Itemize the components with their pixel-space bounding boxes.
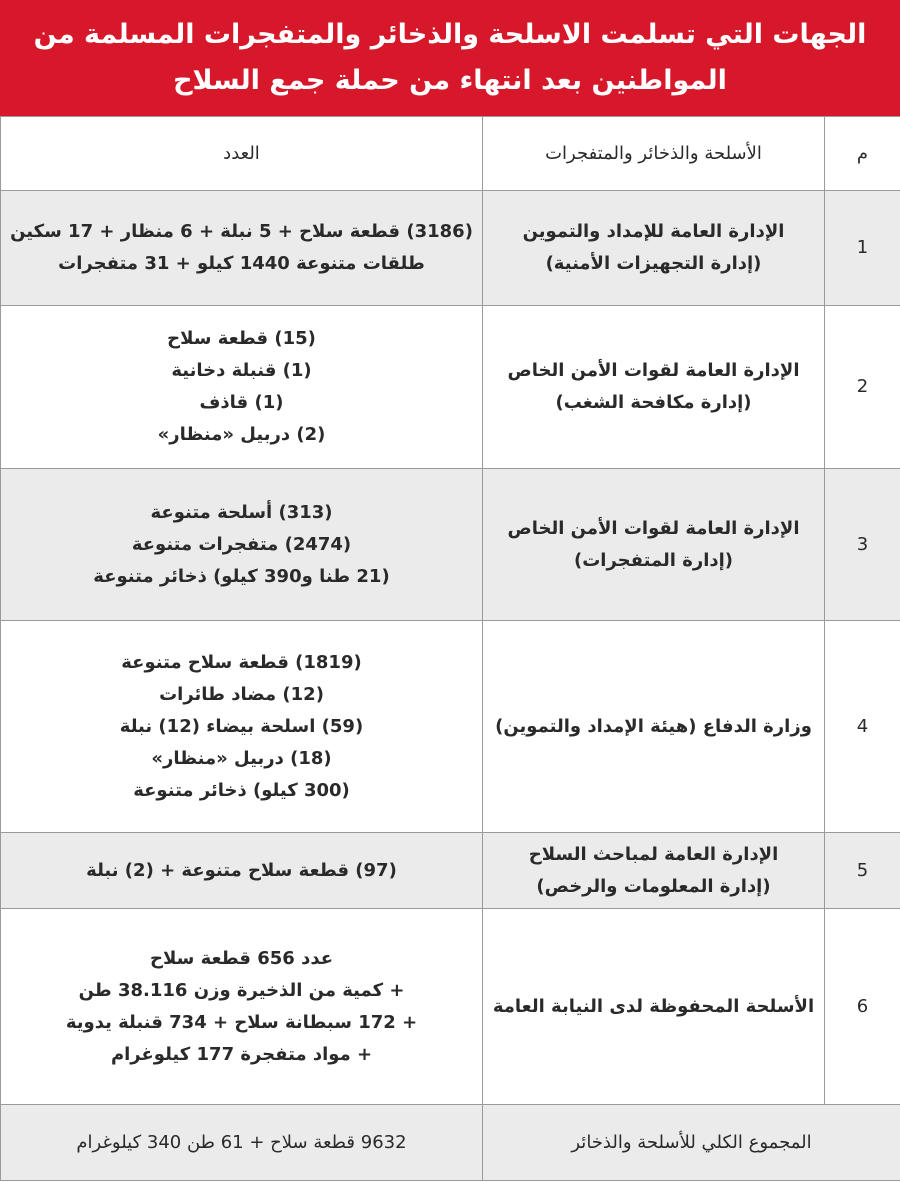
row-entity xyxy=(483,306,825,469)
row-entity xyxy=(483,191,825,306)
page-header xyxy=(0,0,900,116)
header-entity: الأسلحة والذخائر والمتفجرات xyxy=(483,117,825,191)
count-line: + كمية من الذخيرة وزن 38.116 طن xyxy=(78,979,405,1001)
row-count xyxy=(1,909,483,1105)
count-line: + مواد متفجرة 177 كيلوغرام xyxy=(110,1043,373,1065)
entity-line: الأسلحة المحفوظة لدى النيابة العامة xyxy=(492,995,815,1017)
table-row xyxy=(1,306,900,469)
count-line: (59) اسلحة بيضاء (12) نبلة xyxy=(119,715,364,737)
row-number: 4 xyxy=(825,621,900,833)
count-line: (1819) قطعة سلاح متنوعة xyxy=(121,651,362,673)
row-count xyxy=(1,306,483,469)
count-line: (1) قاذف xyxy=(199,392,284,413)
table-row xyxy=(1,833,900,909)
row-entity xyxy=(483,909,825,1105)
count-line: (300 كيلو) ذخائر متنوعة xyxy=(133,779,350,801)
header-count: العدد xyxy=(1,117,483,191)
entity-line: (إدارة المتفجرات) xyxy=(573,549,733,571)
count-line: (2) دربيل «منظار» xyxy=(157,424,326,445)
row-entity xyxy=(483,469,825,621)
entity-line: الإدارة العامة للإمداد والتموين xyxy=(522,221,785,242)
count-line: (2474) متفجرات متنوعة xyxy=(131,533,352,555)
row-number: 3 xyxy=(825,469,900,621)
count-line: عدد 656 قطعة سلاح xyxy=(149,947,334,969)
row-number: 6 xyxy=(825,909,900,1105)
row-count xyxy=(1,833,483,909)
count-line: (3186) قطعة سلاح + 5 نبلة + 6 منظار + 17 سكين xyxy=(10,221,473,242)
row-count xyxy=(1,621,483,833)
row-number: 1 xyxy=(825,191,900,306)
count-line: (97) قطعة سلاح متنوعة + (2) نبلة xyxy=(86,859,397,881)
entity-line: (إدارة المعلومات والرخص) xyxy=(536,875,771,897)
table-row xyxy=(1,909,900,1105)
table-row xyxy=(1,621,900,833)
count-line: (21 طنا و390 كيلو) ذخائر متنوعة xyxy=(93,565,390,587)
table-row xyxy=(1,469,900,621)
count-line: (18) دربيل «منظار» xyxy=(151,747,332,769)
page-title-line-1: الجهات التي تسلمت الاسلحة والذخائر والمتفجرات المسلمة من xyxy=(33,19,867,50)
weapons-table xyxy=(0,116,900,1181)
row-count xyxy=(1,469,483,621)
row-number: 5 xyxy=(825,833,900,909)
count-line: (1) قنبلة دخانية xyxy=(171,360,312,381)
count-line: طلقات متنوعة 1440 كيلو + 31 متفجرات xyxy=(58,253,425,274)
row-number: 2 xyxy=(825,306,900,469)
table-row xyxy=(1,191,900,306)
table-header-row xyxy=(1,117,900,191)
entity-line: الإدارة العامة لقوات الأمن الخاص xyxy=(507,360,800,381)
total-label: المجموع الكلي للأسلحة والذخائر xyxy=(483,1105,900,1181)
total-value: 9632 قطعة سلاح + 61 طن 340 كيلوغرام xyxy=(1,1105,483,1181)
entity-line: (إدارة التجهيزات الأمنية) xyxy=(545,253,762,274)
entity-line: الإدارة العامة لقوات الأمن الخاص xyxy=(507,517,800,539)
row-entity xyxy=(483,833,825,909)
header-m: م xyxy=(825,117,900,191)
count-line: (12) مضاد طائرات xyxy=(159,683,324,705)
entity-line: الإدارة العامة لمباحث السلاح xyxy=(528,843,779,865)
row-entity xyxy=(483,621,825,833)
total-row xyxy=(1,1105,900,1181)
row-count xyxy=(1,191,483,306)
page-title-line-2: المواطنين بعد انتهاء من حملة جمع السلاح xyxy=(173,65,727,96)
entity-line: وزارة الدفاع (هيئة الإمداد والتموين) xyxy=(495,715,812,737)
count-line: (313) أسلحة متنوعة xyxy=(150,501,333,523)
entity-line: (إدارة مكافحة الشغب) xyxy=(555,392,752,413)
count-line: (15) قطعة سلاح xyxy=(167,328,316,349)
count-line: + 172 سبطانة سلاح + 734 قنبلة يدوية xyxy=(65,1011,418,1033)
